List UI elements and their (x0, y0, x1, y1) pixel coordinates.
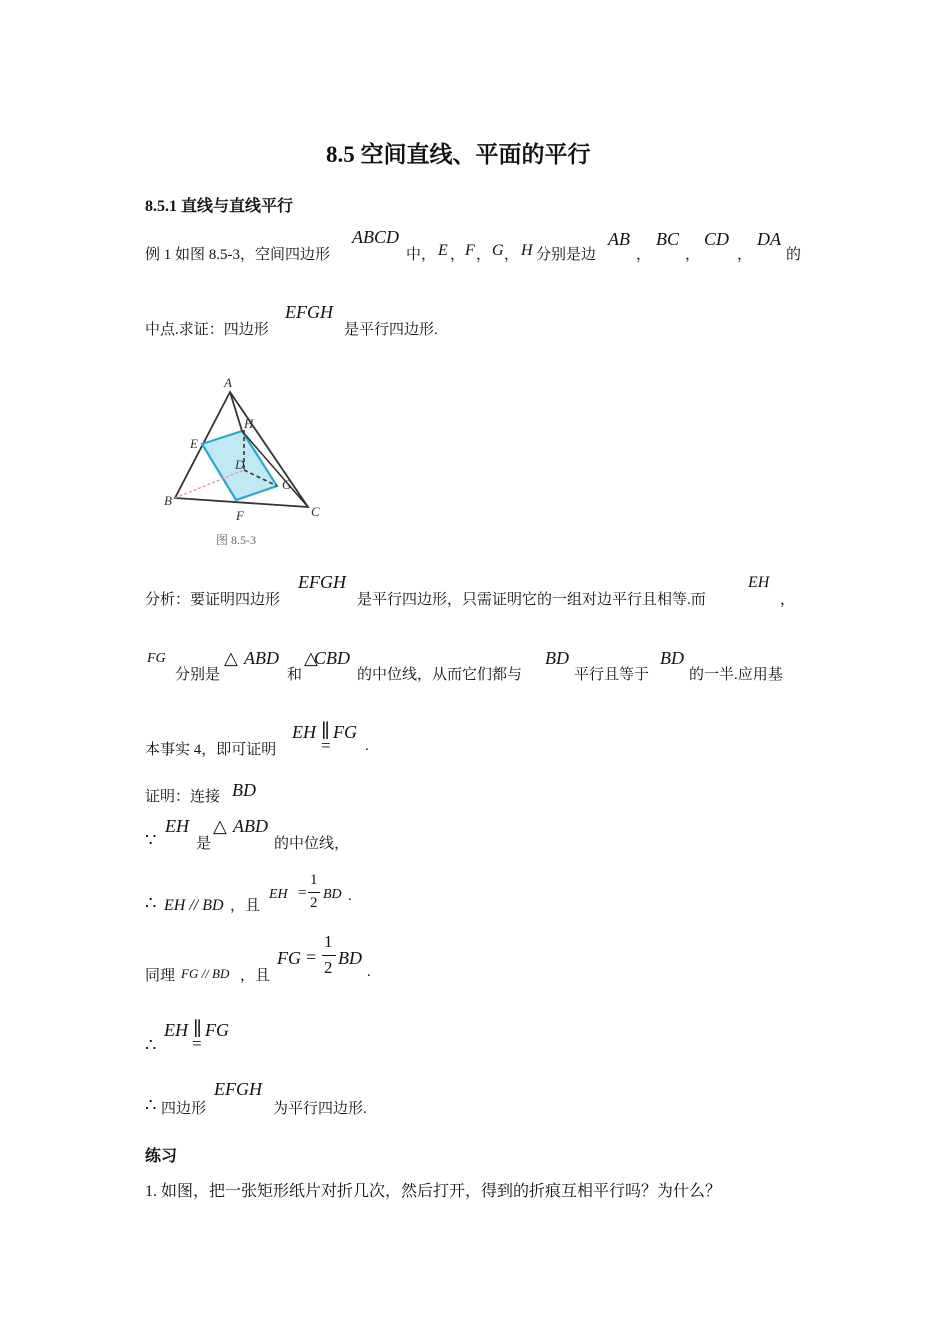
point-e: E (438, 242, 448, 259)
therefore-symbol: ∴ (145, 893, 157, 913)
triangle-symbol: △ (224, 648, 238, 668)
sep: ， (504, 247, 520, 263)
comma-qie: ，且 (240, 968, 271, 984)
sep: 分别是边 (536, 247, 597, 263)
practice-question-1: 1. 如图，把一张矩形纸片对折几次，然后打开，得到的折痕互相平行吗？为什么？ (145, 1183, 722, 1200)
analysis-l2b: 的中位线，从而它们都与 (357, 667, 523, 683)
label-h: H (244, 416, 254, 431)
practice-heading: 练习 (145, 1148, 178, 1165)
seg-bd: BD (545, 648, 569, 668)
comma: ， (636, 247, 652, 263)
triangle-symbol: △ (304, 648, 318, 668)
sep: ， (476, 247, 492, 263)
edge-bc: BC (656, 229, 680, 249)
numerator: 1 (324, 932, 333, 951)
analysis-a: 分析：要证明四边形 (145, 592, 281, 608)
seg-eh: EH (292, 722, 316, 742)
edge-ad (230, 392, 242, 431)
label-d: D (235, 457, 245, 472)
tri-abd: ABD (233, 816, 268, 836)
comma-qie: ，且 (230, 898, 261, 914)
comma: ， (685, 247, 701, 263)
point-h: H (521, 242, 533, 259)
seg-eh: EH (164, 1020, 188, 1040)
seg-eh: EH (748, 574, 770, 591)
seg-fg: FG (333, 722, 357, 742)
seg-eh: EH (165, 816, 189, 836)
period: . (365, 738, 369, 754)
he: 和 (287, 667, 303, 683)
eh-parallel-bd: EH // BD (164, 897, 224, 914)
seg-bd: BD (338, 948, 362, 968)
shi: 是 (196, 836, 212, 852)
midline-text: 的中位线， (274, 836, 350, 852)
tongli: 同理 (145, 968, 176, 984)
analysis-b: 是平行四边形，只需证明它的一组对边平行且相等.而 (357, 592, 706, 608)
seg-fg: FG (277, 948, 301, 968)
equal-symbol: = (321, 736, 331, 755)
seg-fg: FG (147, 651, 166, 666)
label-e: E (190, 436, 198, 451)
quad-abcd: ABCD (352, 227, 399, 247)
tri-abd: ABD (244, 648, 279, 668)
tri-cbd: CBD (314, 648, 350, 668)
triangle-symbol: △ (213, 816, 227, 836)
seg-bd: BD (660, 648, 684, 668)
analysis-l2c: 平行且等于 (574, 667, 650, 683)
numerator: 1 (310, 872, 318, 888)
edge-da: DA (757, 229, 781, 249)
therefore-symbol: ∴ (145, 1095, 157, 1115)
seg-fg: FG (205, 1020, 229, 1040)
equal-symbol: = (306, 947, 317, 967)
point-g: G (492, 242, 504, 259)
conclusion: 为平行四边形. (273, 1101, 367, 1117)
line2-b: 是平行四边形. (344, 322, 438, 338)
seg-bd: BD (232, 780, 256, 800)
analysis-l3a: 本事实 4，即可证明 (145, 742, 277, 758)
period: . (348, 888, 352, 904)
mid-intro: 中， (406, 247, 437, 263)
fg-parallel-bd: FG // BD (181, 966, 230, 981)
page-title: 8.5 空间直线、平面的平行 (326, 142, 591, 167)
parallel-symbol: ∥ (321, 721, 330, 742)
figure-caption: 图 8.5-3 (216, 533, 256, 547)
de: 的 (786, 247, 802, 263)
fraction-bar (308, 892, 320, 893)
label-f: F (236, 508, 244, 523)
because-symbol: ∵ (145, 830, 157, 850)
label-a: A (224, 375, 232, 390)
parallel-symbol: ∥ (193, 1019, 202, 1040)
denominator: 2 (324, 958, 333, 977)
denominator: 2 (310, 895, 318, 911)
fraction-bar (322, 955, 336, 956)
equal-symbol: = (192, 1034, 202, 1053)
edge-ab: AB (608, 229, 630, 249)
point-f: F (465, 242, 475, 259)
line2-a: 中点.求证：四边形 (145, 322, 269, 338)
comma: ， (737, 247, 753, 263)
therefore-symbol: ∴ (145, 1035, 157, 1055)
quad-efgh: EFGH (298, 572, 346, 592)
label-c: C (311, 504, 320, 519)
proof-start: 证明：连接 (145, 789, 221, 805)
sep: ， (450, 247, 466, 263)
figure-8-5-3 (160, 372, 350, 552)
analysis-l2d: 的一半.应用基 (689, 667, 783, 683)
seg-bd: BD (323, 887, 342, 902)
edge-cd: CD (704, 229, 730, 249)
quad-efgh: EFGH (285, 302, 333, 322)
equal-symbol: = (298, 885, 307, 901)
analysis-l2a: 分别是 (175, 667, 221, 683)
seg-eh: EH (269, 887, 288, 902)
comma: ， (780, 592, 796, 608)
sibx: 四边形 (161, 1101, 207, 1117)
section-heading: 8.5.1 直线与直线平行 (145, 198, 294, 215)
label-b: B (164, 493, 172, 508)
example-prefix: 例 1 如图 8.5-3，空间四边形 (145, 247, 330, 263)
label-g: G (282, 477, 292, 492)
period: . (367, 964, 371, 980)
quad-efgh: EFGH (214, 1079, 262, 1099)
